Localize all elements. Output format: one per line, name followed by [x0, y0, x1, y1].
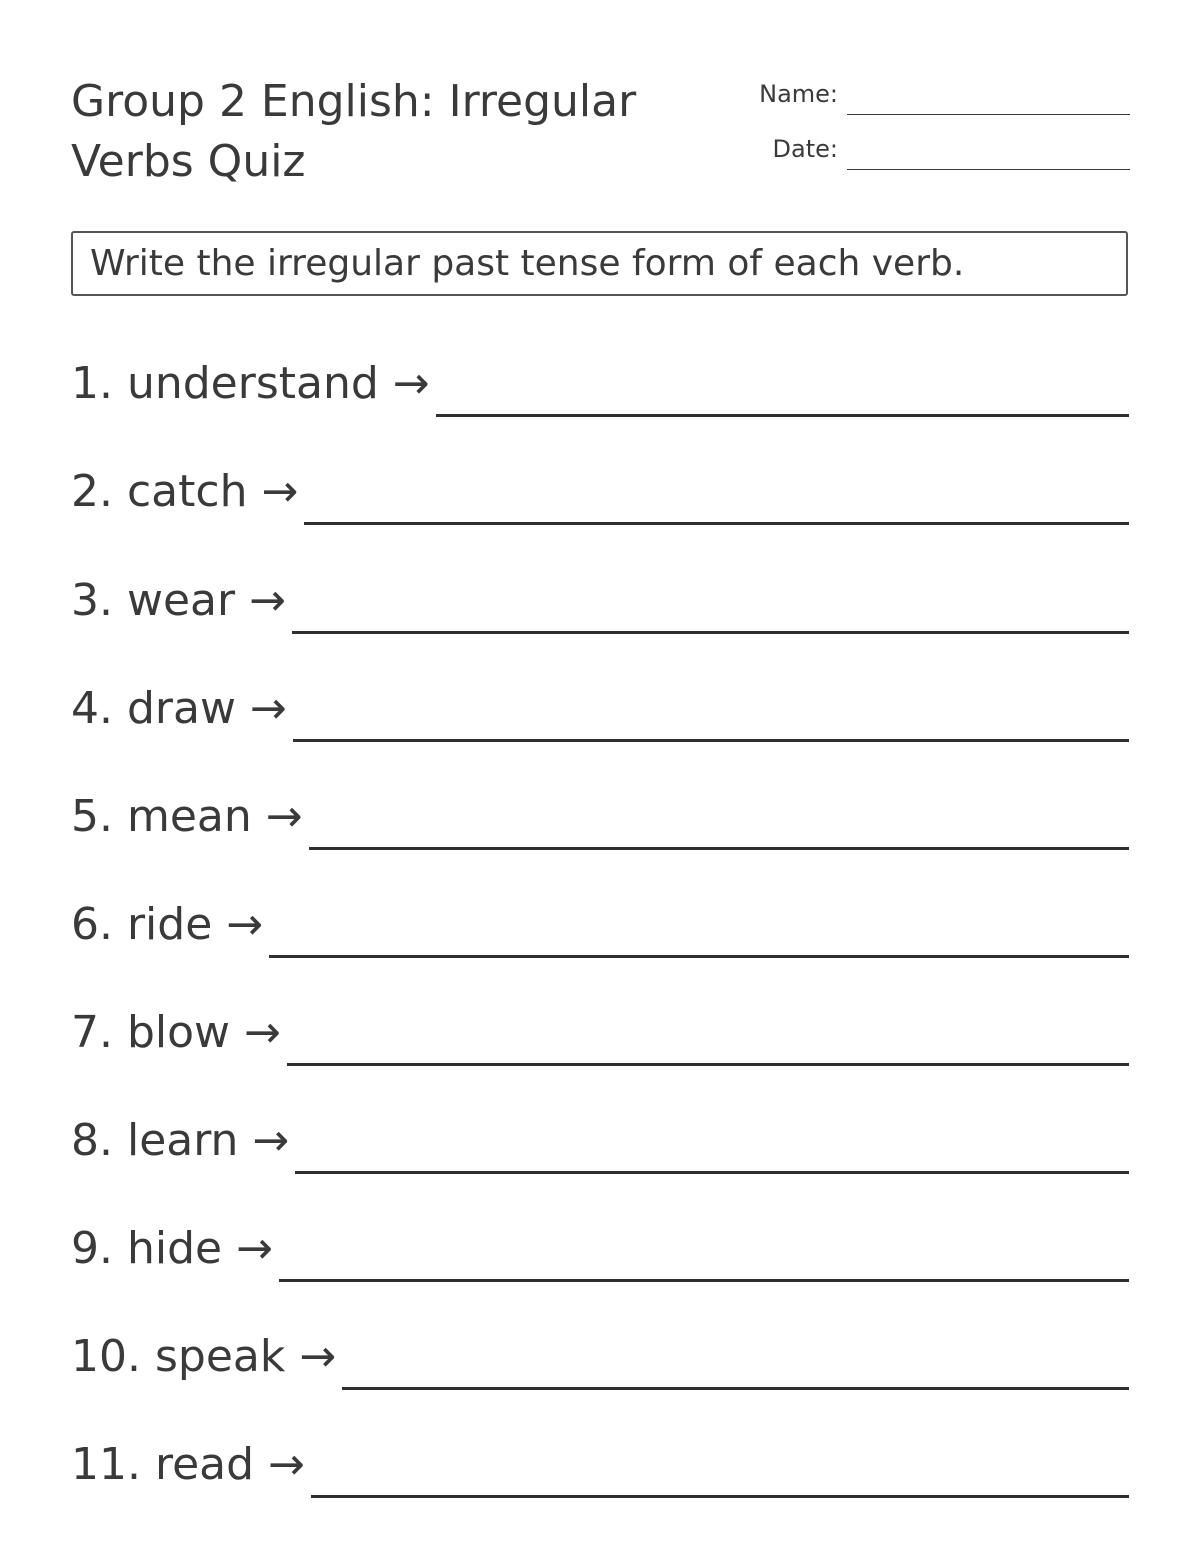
question-label: 4. draw → [71, 683, 287, 734]
answer-blank-line[interactable] [342, 1387, 1129, 1390]
question-item [71, 1005, 1129, 1071]
quiz-title: Group 2 English: Irregular Verbs Quiz [71, 76, 637, 187]
question-item [71, 464, 1129, 530]
question-label: 11. read → [71, 1439, 305, 1490]
answer-blank-line[interactable] [293, 739, 1129, 742]
question-label: 5. mean → [71, 791, 303, 842]
answer-blank-line[interactable] [304, 522, 1129, 525]
question-label: 2. catch → [71, 466, 299, 517]
answer-blank-line[interactable] [287, 1063, 1129, 1066]
question-item [71, 1437, 1129, 1503]
answer-blank-line[interactable] [436, 414, 1129, 417]
answer-blank-line[interactable] [311, 1495, 1129, 1498]
name-label: Name: [759, 80, 838, 108]
answer-blank-line[interactable] [309, 847, 1129, 850]
question-label: 10. speak → [71, 1331, 337, 1382]
question-item [71, 789, 1129, 855]
question-item [71, 573, 1129, 639]
question-label: 6. ride → [71, 899, 264, 950]
instructions-box: Write the irregular past tense form of each verb. [71, 231, 1128, 296]
question-item [71, 897, 1129, 963]
question-label: 8. learn → [71, 1115, 290, 1166]
question-label: 7. blow → [71, 1007, 281, 1058]
answer-blank-line[interactable] [269, 955, 1129, 958]
date-label: Date: [772, 135, 838, 163]
question-label: 1. understand → [71, 358, 430, 409]
question-item [71, 1113, 1129, 1179]
question-item [71, 1329, 1129, 1395]
question-item [71, 356, 1129, 422]
question-label: 9. hide → [71, 1223, 273, 1274]
question-item [71, 1221, 1129, 1287]
question-item [71, 681, 1129, 747]
question-label: 3. wear → [71, 575, 286, 626]
answer-blank-line[interactable] [292, 631, 1129, 634]
answer-blank-line[interactable] [279, 1279, 1129, 1282]
answer-blank-line[interactable] [295, 1171, 1129, 1174]
